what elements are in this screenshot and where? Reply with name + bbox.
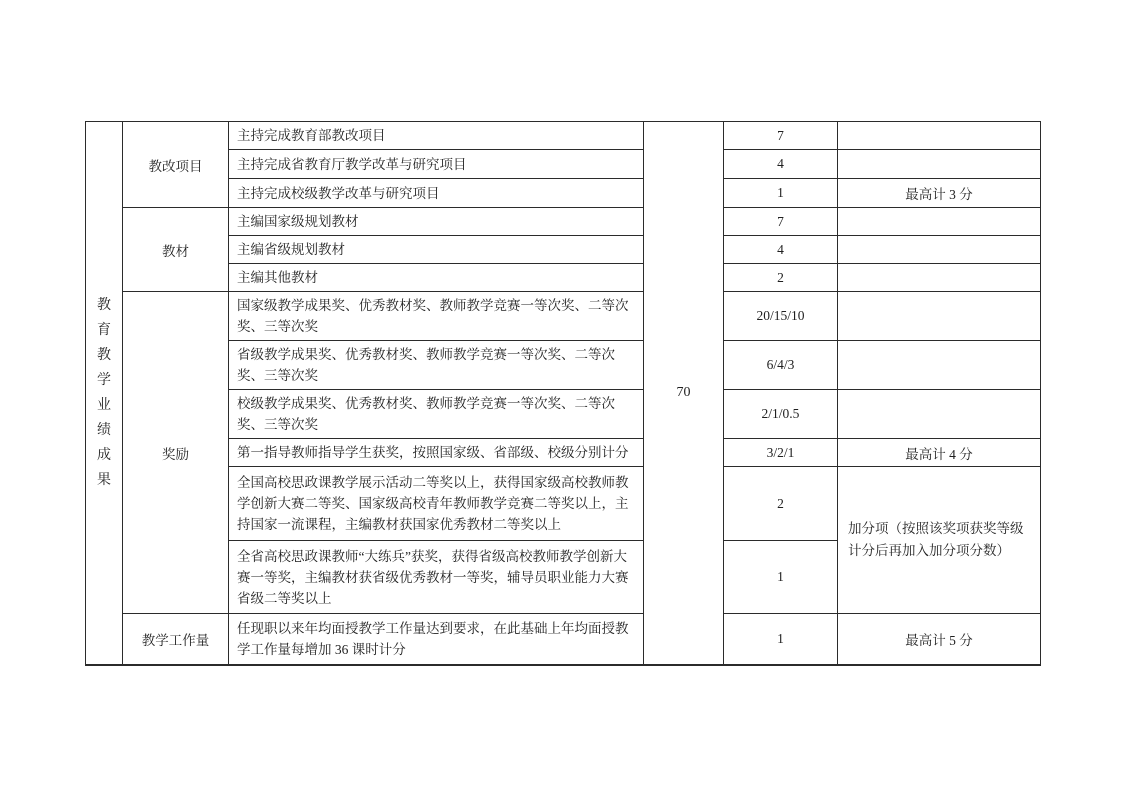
note-cell <box>838 122 1041 150</box>
note-cell <box>838 236 1041 264</box>
table-row <box>86 150 1041 179</box>
group-label-cell <box>86 122 123 665</box>
score-cell: 3/2/1 <box>724 439 838 467</box>
desc-cell: 主持完成校级教学改革与研究项目 <box>229 179 644 208</box>
score-cell: 2/1/0.5 <box>724 390 838 439</box>
table-row <box>86 179 1041 208</box>
score-cell: 1 <box>724 179 838 208</box>
desc-cell: 主编省级规划教材 <box>229 236 644 264</box>
table-row <box>86 390 1041 439</box>
note-cell <box>838 150 1041 179</box>
desc-cell: 第一指导教师指导学生获奖，按照国家级、省部级、校级分别计分 <box>229 439 644 467</box>
note-cell <box>838 390 1041 439</box>
evaluation-score-table <box>85 121 1041 666</box>
note-cell <box>838 264 1041 292</box>
table-row <box>86 341 1041 390</box>
score-cell: 7 <box>724 122 838 150</box>
table-row <box>86 614 1041 665</box>
note-cell: 最高计 5 分 <box>838 614 1041 665</box>
note-cell <box>838 292 1041 341</box>
desc-cell: 省级教学成果奖、优秀教材奖、教师教学竞赛一等次奖、二等次奖、三等次奖 <box>229 341 644 390</box>
bonus-note-cell: 加分项（按照该奖项获奖等级计分后再加入加分项分数） <box>838 467 1041 614</box>
table-row <box>86 264 1041 292</box>
desc-cell: 全国高校思政课教学展示活动二等奖以上，获得国家级高校教师教学创新大赛二等奖、国家级高校青年教师教学竞赛二等奖以上，主持国家一流课程，主编教材获国家优秀教材二等奖以上 <box>229 467 644 541</box>
desc-cell: 校级教学成果奖、优秀教材奖、教师教学竞赛一等次奖、二等次奖、三等次奖 <box>229 390 644 439</box>
note-cell <box>838 341 1041 390</box>
table-row <box>86 467 1041 541</box>
score-cell: 1 <box>724 541 838 614</box>
category-cell-textbook: 教材 <box>123 208 229 292</box>
weight-cell: 70 <box>644 122 724 665</box>
category-cell-reform: 教改项目 <box>123 122 229 208</box>
desc-cell: 主持完成教育部教改项目 <box>229 122 644 150</box>
desc-cell: 主编其他教材 <box>229 264 644 292</box>
score-cell: 2 <box>724 264 838 292</box>
table-row <box>86 439 1041 467</box>
score-cell: 1 <box>724 614 838 665</box>
desc-cell: 国家级教学成果奖、优秀教材奖、教师教学竞赛一等次奖、二等次奖、三等次奖 <box>229 292 644 341</box>
desc-cell: 全省高校思政课教师“大练兵”获奖，获得省级高校教师教学创新大赛一等奖，主编教材获省级优秀教材一等奖，辅导员职业能力大赛省级二等奖以上 <box>229 541 644 614</box>
note-cell: 最高计 3 分 <box>838 179 1041 208</box>
table-row <box>86 122 1041 150</box>
desc-cell: 主持完成省教育厅教学改革与研究项目 <box>229 150 644 179</box>
note-cell: 最高计 4 分 <box>838 439 1041 467</box>
score-cell: 20/15/10 <box>724 292 838 341</box>
table-row <box>86 292 1041 341</box>
score-cell: 7 <box>724 208 838 236</box>
score-cell: 2 <box>724 467 838 541</box>
table-row <box>86 236 1041 264</box>
table-row <box>86 208 1041 236</box>
category-cell-award: 奖励 <box>123 292 229 614</box>
score-cell: 4 <box>724 150 838 179</box>
desc-cell: 任现职以来年均面授教学工作量达到要求，在此基础上年均面授教学工作量每增加 36 课时计分 <box>229 614 644 665</box>
category-cell-workload: 教学工作量 <box>123 614 229 665</box>
note-cell <box>838 208 1041 236</box>
score-cell: 6/4/3 <box>724 341 838 390</box>
group-vertical-label: 教育教学业绩成果 <box>97 297 111 488</box>
desc-cell: 主编国家级规划教材 <box>229 208 644 236</box>
score-cell: 4 <box>724 236 838 264</box>
